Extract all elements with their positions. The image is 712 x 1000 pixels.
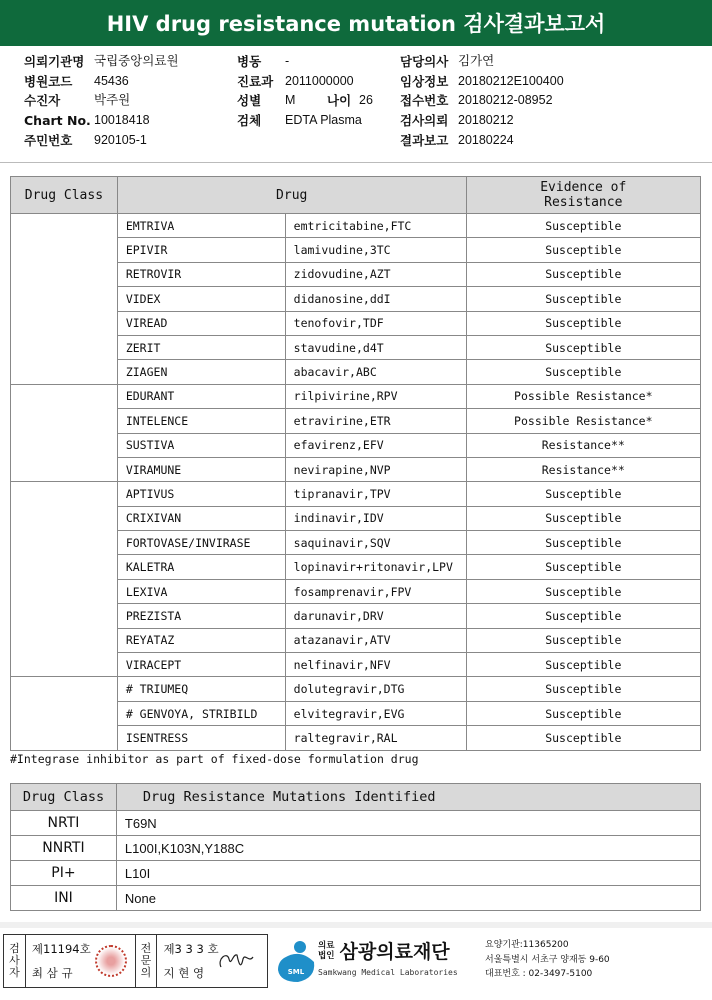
drug-class-cell bbox=[11, 384, 118, 482]
resistance-evidence: Susceptible bbox=[466, 482, 700, 506]
info-label: 결과보고 bbox=[400, 132, 449, 148]
reviewer-name: 지 현 영 bbox=[163, 966, 205, 980]
mutation-header-mutations: Drug Resistance Mutations Identified bbox=[116, 784, 700, 811]
drug-brand: VIRAMUNE bbox=[117, 457, 285, 481]
resistance-table bbox=[10, 176, 701, 751]
footnote: #Integrase inhibitor as part of fixed-dose formulation drug bbox=[10, 752, 419, 766]
info-value: 박주원 bbox=[94, 93, 131, 108]
info-label: 성별 bbox=[237, 93, 262, 109]
drug-brand: # GENVOYA, STRIBILD bbox=[117, 701, 285, 725]
drug-generic: emtricitabine,FTC bbox=[285, 214, 466, 238]
drug-generic: didanosine,ddI bbox=[285, 287, 466, 311]
drug-generic: rilpivirine,RPV bbox=[285, 384, 466, 408]
header-drug: Drug bbox=[117, 177, 466, 214]
resistance-evidence: Susceptible bbox=[466, 653, 700, 677]
logo-text: SML bbox=[287, 968, 305, 976]
drug-brand: APTIVUS bbox=[117, 482, 285, 506]
tester-number: 제11194호 bbox=[31, 942, 91, 956]
drug-generic: nelfinavir,NFV bbox=[285, 653, 466, 677]
drug-generic: tenofovir,TDF bbox=[285, 311, 466, 335]
resistance-evidence: Susceptible bbox=[466, 555, 700, 579]
info-label: 담당의사 bbox=[400, 54, 449, 69]
mutation-row bbox=[11, 886, 701, 911]
resistance-evidence: Susceptible bbox=[466, 335, 700, 359]
report-title: HIV drug resistance mutation 검사결과보고서 bbox=[106, 12, 606, 36]
drug-row bbox=[11, 384, 701, 408]
drug-brand: REYATAZ bbox=[117, 628, 285, 652]
divider bbox=[0, 162, 712, 163]
resistance-evidence: Susceptible bbox=[466, 360, 700, 384]
resistance-table-body bbox=[11, 214, 701, 751]
drug-generic: tipranavir,TPV bbox=[285, 482, 466, 506]
drug-brand: VIRACEPT bbox=[117, 653, 285, 677]
mutation-table bbox=[10, 783, 701, 911]
patient-info-col1 bbox=[24, 52, 179, 151]
mutation-row bbox=[11, 861, 701, 886]
resistance-evidence: Susceptible bbox=[466, 262, 700, 286]
resistance-evidence: Susceptible bbox=[466, 531, 700, 555]
info-value: 20180212-08952 bbox=[458, 93, 553, 108]
seal-stamp bbox=[95, 945, 127, 977]
drug-brand: SUSTIVA bbox=[117, 433, 285, 457]
drug-generic: dolutegravir,DTG bbox=[285, 677, 466, 701]
info-label: 임상정보 bbox=[400, 73, 449, 89]
drug-brand: ISENTRESS bbox=[117, 726, 285, 750]
resistance-evidence: Resistance** bbox=[466, 457, 700, 481]
info-label: 접수번호 bbox=[400, 93, 449, 109]
reviewer-number: 제3 3 3 호 bbox=[163, 942, 219, 956]
resistance-evidence: Susceptible bbox=[466, 287, 700, 311]
drug-generic: zidovudine,AZT bbox=[285, 262, 466, 286]
info-value: EDTA Plasma bbox=[285, 113, 362, 128]
corp-type-line2: 법인 bbox=[318, 950, 335, 961]
resistance-evidence: Susceptible bbox=[466, 506, 700, 530]
tester-label: 검 사 자 bbox=[4, 935, 26, 987]
resistance-evidence: Susceptible bbox=[466, 214, 700, 238]
resistance-evidence: Susceptible bbox=[466, 701, 700, 725]
info-value: 20180212E100400 bbox=[458, 73, 564, 88]
info-value: 20180224 bbox=[458, 132, 514, 147]
drug-brand: EDURANT bbox=[117, 384, 285, 408]
drug-brand: VIREAD bbox=[117, 311, 285, 335]
info-label: Chart No. bbox=[24, 113, 91, 129]
drug-brand: RETROVIR bbox=[117, 262, 285, 286]
phone: 대표번호 : 02-3497-5100 bbox=[485, 969, 593, 979]
info-label: 검사의뢰 bbox=[400, 113, 449, 129]
sml-logo-icon bbox=[274, 936, 318, 986]
drug-generic: raltegravir,RAL bbox=[285, 726, 466, 750]
address: 서울특별시 서초구 양재동 9-60 bbox=[485, 954, 610, 965]
mutation-list: T69N bbox=[116, 811, 700, 836]
corp-english-name: Samkwang Medical Laboratories bbox=[318, 968, 458, 977]
tester-name: 최 삼 규 bbox=[31, 966, 73, 980]
resistance-evidence: Susceptible bbox=[466, 604, 700, 628]
drug-generic: abacavir,ABC bbox=[285, 360, 466, 384]
corp-type bbox=[318, 941, 334, 961]
contact-info bbox=[485, 938, 610, 982]
drug-brand: EMTRIVA bbox=[117, 214, 285, 238]
resistance-evidence: Susceptible bbox=[466, 726, 700, 750]
mutation-header-drug-class: Drug Class bbox=[11, 784, 117, 811]
drug-generic: lamivudine,3TC bbox=[285, 238, 466, 262]
drug-row bbox=[11, 677, 701, 701]
header-drug-class: Drug Class bbox=[11, 177, 118, 214]
info-value: 2011000000 bbox=[285, 73, 354, 88]
drug-brand: KALETRA bbox=[117, 555, 285, 579]
drug-generic: nevirapine,NVP bbox=[285, 457, 466, 481]
header-evidence-line2: Resistance bbox=[544, 195, 623, 210]
info-value: M bbox=[285, 93, 296, 108]
mutation-row bbox=[11, 836, 701, 861]
corp-name: 삼광의료재단 bbox=[339, 941, 450, 963]
drug-brand: FORTOVASE/INVIRASE bbox=[117, 531, 285, 555]
corp-type-line1: 의료 bbox=[318, 940, 335, 951]
drug-row bbox=[11, 214, 701, 238]
drug-brand: EPIVIR bbox=[117, 238, 285, 262]
drug-brand: LEXIVA bbox=[117, 579, 285, 603]
info-label: 진료과 bbox=[237, 73, 274, 89]
info-label: 병동 bbox=[237, 54, 262, 69]
mutation-row bbox=[11, 811, 701, 836]
info-value: - bbox=[285, 54, 290, 68]
resistance-evidence: Susceptible bbox=[466, 579, 700, 603]
institution-code: 요양기관:11365200 bbox=[485, 940, 569, 950]
reviewer-label: 전 문 의 bbox=[136, 935, 158, 987]
drug-brand: INTELENCE bbox=[117, 409, 285, 433]
resistance-evidence: Possible Resistance* bbox=[466, 384, 700, 408]
drug-class-cell bbox=[11, 677, 118, 750]
info-value: 26 bbox=[359, 93, 373, 108]
drug-class-cell bbox=[11, 482, 118, 677]
drug-generic: efavirenz,EFV bbox=[285, 433, 466, 457]
resistance-evidence: Susceptible bbox=[466, 628, 700, 652]
footer-divider bbox=[0, 922, 712, 928]
drug-brand: CRIXIVAN bbox=[117, 506, 285, 530]
info-value: 920105-1 bbox=[94, 132, 147, 147]
info-label: 병원코드 bbox=[24, 73, 73, 89]
info-label: 주민번호 bbox=[24, 132, 73, 148]
report-title-banner bbox=[0, 0, 712, 46]
resistance-evidence: Susceptible bbox=[466, 311, 700, 335]
info-value: 20180212 bbox=[458, 113, 514, 128]
drug-brand: PREZISTA bbox=[117, 604, 285, 628]
drug-row bbox=[11, 482, 701, 506]
resistance-evidence: Possible Resistance* bbox=[466, 409, 700, 433]
mutation-list: L10I bbox=[116, 861, 700, 886]
signature-icon bbox=[215, 949, 255, 975]
mutation-drug-class: NRTI bbox=[11, 811, 117, 836]
reviewer-cell bbox=[157, 935, 267, 987]
info-value: 김가연 bbox=[458, 54, 495, 68]
drug-generic: saquinavir,SQV bbox=[285, 531, 466, 555]
drug-generic: elvitegravir,EVG bbox=[285, 701, 466, 725]
header-evidence-line1: Evidence of bbox=[540, 180, 627, 195]
drug-generic: indinavir,IDV bbox=[285, 506, 466, 530]
resistance-evidence: Susceptible bbox=[466, 238, 700, 262]
drug-generic: etravirine,ETR bbox=[285, 409, 466, 433]
info-label: 의뢰기관명 bbox=[24, 54, 85, 69]
drug-generic: darunavir,DRV bbox=[285, 604, 466, 628]
info-label: 나이 bbox=[327, 93, 352, 109]
corporation bbox=[318, 937, 458, 977]
tester-cell bbox=[26, 935, 136, 987]
drug-brand: ZIAGEN bbox=[117, 360, 285, 384]
mutation-drug-class: INI bbox=[11, 886, 117, 911]
drug-brand: ZERIT bbox=[117, 335, 285, 359]
info-label: 검체 bbox=[237, 113, 262, 129]
info-value: 국립중앙의료원 bbox=[94, 54, 179, 68]
drug-brand: VIDEX bbox=[117, 287, 285, 311]
mutation-drug-class: PI+ bbox=[11, 861, 117, 886]
mutation-drug-class: NNRTI bbox=[11, 836, 117, 861]
drug-generic: atazanavir,ATV bbox=[285, 628, 466, 652]
info-label: 수진자 bbox=[24, 93, 61, 109]
drug-generic: lopinavir+ritonavir,LPV bbox=[285, 555, 466, 579]
mutation-list: L100I,K103N,Y188C bbox=[116, 836, 700, 861]
mutation-list: None bbox=[116, 886, 700, 911]
drug-class-cell bbox=[11, 214, 118, 385]
drug-brand: # TRIUMEQ bbox=[117, 677, 285, 701]
header-evidence bbox=[466, 177, 700, 214]
info-value: 45436 bbox=[94, 73, 129, 88]
drug-generic: fosamprenavir,FPV bbox=[285, 579, 466, 603]
info-value: 10018418 bbox=[94, 113, 150, 128]
resistance-evidence: Susceptible bbox=[466, 677, 700, 701]
signature-box bbox=[3, 934, 268, 988]
resistance-evidence: Resistance** bbox=[466, 433, 700, 457]
drug-generic: stavudine,d4T bbox=[285, 335, 466, 359]
patient-info-col2 bbox=[237, 52, 373, 131]
patient-info-col3 bbox=[400, 52, 564, 151]
